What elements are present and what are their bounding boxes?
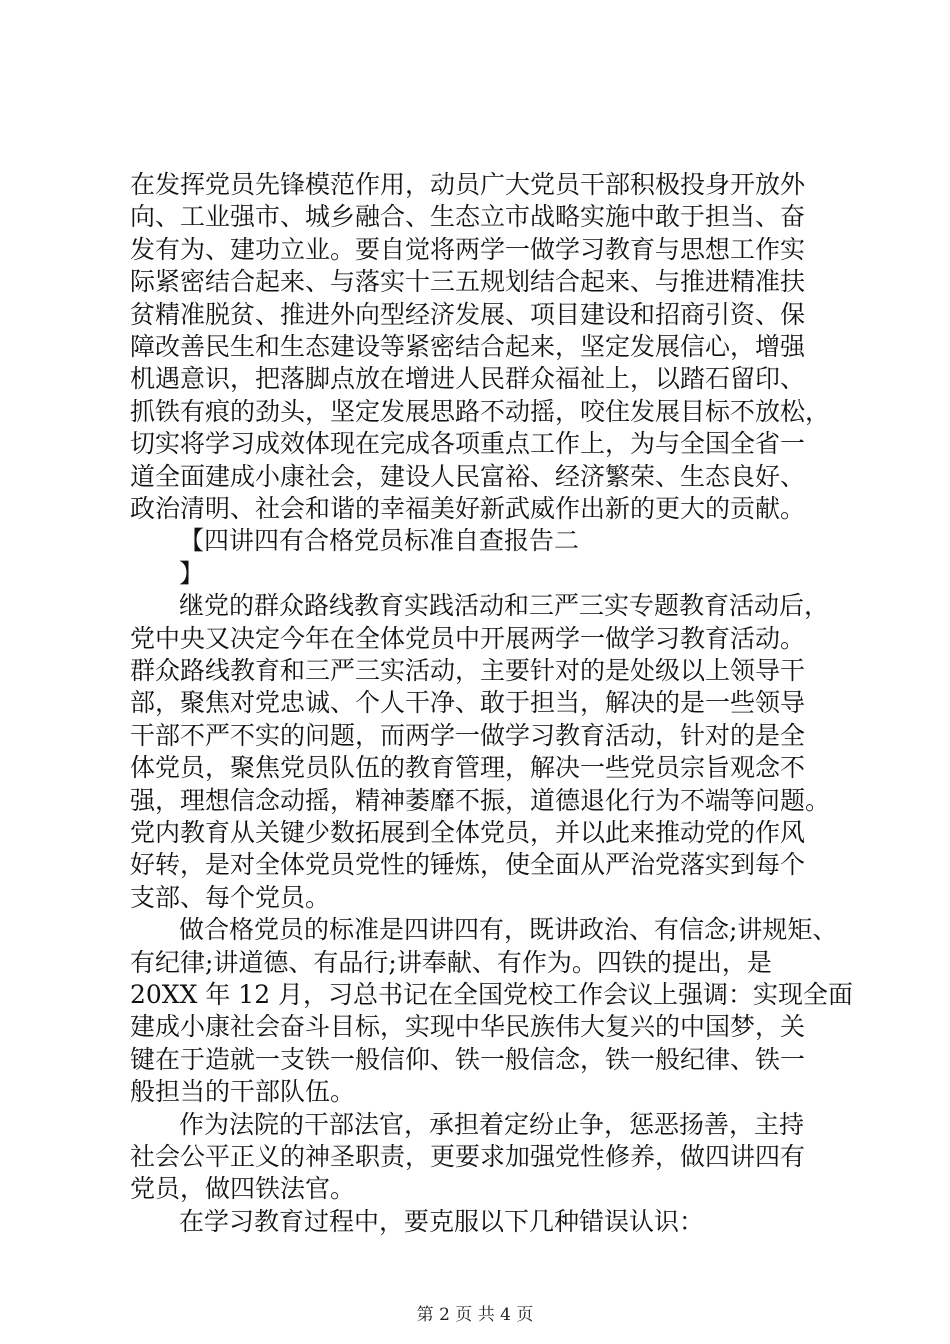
body-text-line: 党员，做四铁法官。 [130, 1174, 356, 1204]
body-text-line: 作为法院的干部法官，承担着定纷止争，惩恶扬善，主持 [179, 1109, 805, 1139]
body-text-line: 支部、每个党员。 [130, 882, 331, 912]
body-text-line: 继党的群众路线教育实践活动和三严三实专题教育活动后， [179, 591, 830, 621]
body-text-line: 有纪律;讲道德、有品行;讲奉献、有作为。四铁的提出，是 [130, 947, 772, 977]
body-text-line: 政治清明、社会和谐的幸福美好新武威作出新的更大的贡献。 [130, 494, 806, 523]
body-text-line: 键在于造就一支铁一般信仰、铁一般信念，铁一般纪律、铁一 [130, 1044, 806, 1074]
body-text-line: 向、工业强市、城乡融合、生态立市战略实施中敢于担当、奋 [130, 202, 806, 232]
body-text-line: 在学习教育过程中，要克服以下几种错误认识： [179, 1206, 705, 1236]
body-text-line: 群众路线教育和三严三实活动，主要针对的是处级以上领导干 [130, 656, 806, 685]
body-text-line: 抓铁有痕的劲头，坚定发展思路不动摇，咬住发展目标不放松， [130, 396, 831, 426]
body-text-line: 在发挥党员先锋模范作用，动员广大党员干部积极投身开放外 [130, 170, 806, 199]
section-heading-bracket: 】 [179, 558, 205, 588]
body-text-line: 建成小康社会奋斗目标，实现中华民族伟大复兴的中国梦，关 [130, 1012, 806, 1042]
page-footer: 第 2 页 共 4 页 [416, 1305, 534, 1325]
body-text-line: 社会公平正义的神圣职责，更要求加强党性修养，做四讲四有 [130, 1142, 806, 1171]
body-text-line: 贫精准脱贫、推进外向型经济发展、项目建设和招商引资、保 [130, 299, 806, 329]
body-text-line: 强，理想信念动摇，精神萎靡不振，道德退化行为不端等问题。 [130, 785, 831, 815]
body-text-line: 道全面建成小康社会，建设人民富裕、经济繁荣、生态良好、 [130, 461, 806, 491]
body-text-line: 干部不严不实的问题，而两学一做学习教育活动，针对的是全 [130, 720, 806, 750]
body-text-line: 机遇意识，把落脚点放在增进人民群众福祉上，以踏石留印、 [130, 364, 806, 394]
body-text-line: 际紧密结合起来、与落实十三五规划结合起来、与推进精准扶 [130, 267, 806, 297]
body-text-line: 20XX 年 12 月，习总书记在全国党校工作会议上强调：实现全面 [130, 980, 854, 1009]
body-text-line: 般担当的干部队伍。 [130, 1077, 356, 1107]
body-text-line: 党内教育从关键少数拓展到全体党员，并以此来推动党的作风 [130, 818, 806, 847]
body-text-line: 体党员，聚焦党员队伍的教育管理，解决一些党员宗旨观念不 [130, 753, 806, 783]
body-text-line: 发有为、建功立业。要自觉将两学一做学习教育与思想工作实 [130, 234, 806, 264]
body-text-line: 部，聚焦对党忠诚、个人干净、敢于担当，解决的是一些领导 [130, 688, 806, 718]
body-text-line: 党中央又决定今年在全体党员中开展两学一做学习教育活动。 [130, 623, 806, 653]
body-text-line: 做合格党员的标准是四讲四有，既讲政治、有信念;讲规矩、 [179, 915, 838, 945]
body-text-line: 切实将学习成效体现在完成各项重点工作上，为与全国全省一 [130, 429, 806, 459]
body-text-line: 好转，是对全体党员党性的锤炼，使全面从严治党落实到每个 [130, 850, 806, 880]
section-heading: 【四讲四有合格党员标准自查报告二 [179, 526, 580, 556]
body-text-line: 障改善民生和生态建设等紧密结合起来，坚定发展信心，增强 [130, 332, 806, 361]
